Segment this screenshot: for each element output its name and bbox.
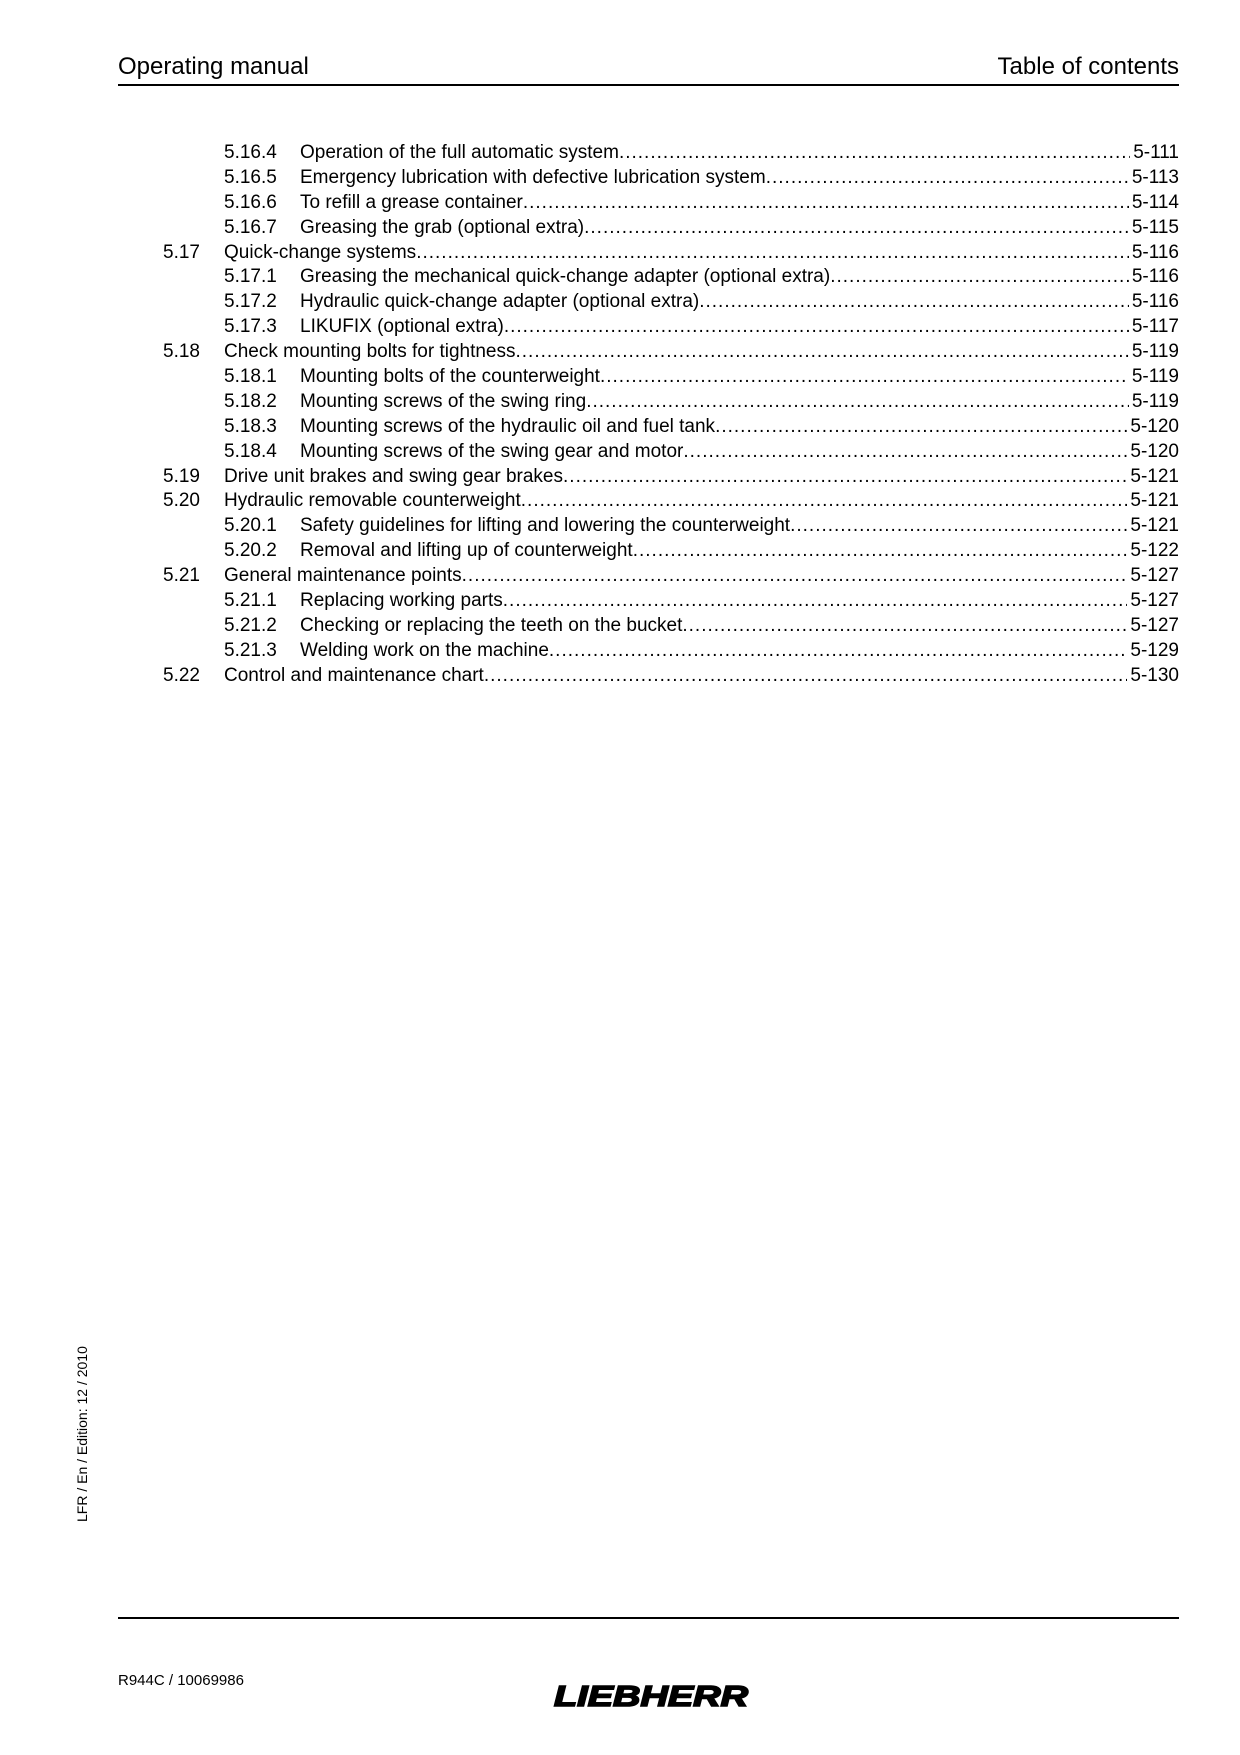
toc-entry-line [300, 141, 1179, 166]
toc-entry-title: LIKUFIX (optional extra) [300, 316, 504, 338]
toc-entry-number: 5.17.1 [224, 266, 277, 288]
toc-entry-title: Mounting screws of the hydraulic oil and fuel tank [300, 415, 716, 437]
toc-entry-title: Welding work on the machine [300, 639, 549, 661]
toc-entry-title: Mounting bolts of the counterweight [300, 366, 600, 388]
toc-entry-page: 5-116 [1131, 241, 1179, 263]
toc-entry[interactable] [163, 365, 1179, 390]
toc-entry-page: 5-127 [1130, 590, 1179, 612]
toc-entry-page: 5-121 [1130, 490, 1179, 512]
toc-entry-page: 5-120 [1130, 440, 1179, 462]
toc-leader-dots [462, 564, 1128, 589]
svg-text:LIEBHERR: LIEBHERR [554, 1682, 749, 1708]
toc-entry-line [300, 390, 1179, 415]
toc-entry-line [300, 539, 1179, 564]
toc-entry-line [300, 166, 1179, 191]
toc-entry[interactable] [163, 191, 1179, 216]
toc-entry-page: 5-121 [1130, 515, 1179, 537]
edition-note: LFR / En / Edition: 12 / 2010 [74, 1346, 90, 1522]
toc-entry[interactable] [163, 514, 1179, 539]
toc-entry-page: 5-111 [1133, 142, 1179, 163]
toc-entry-page: 5-122 [1130, 540, 1179, 562]
toc-entry-line [224, 489, 1179, 514]
toc-entry-line [224, 465, 1179, 490]
toc-entry[interactable] [163, 166, 1179, 191]
header-title: Operating manual [118, 53, 309, 80]
toc-entry-title: Control and maintenance chart [224, 664, 484, 686]
toc-entry-number: 5.18.2 [224, 390, 277, 412]
toc-entry[interactable] [163, 589, 1179, 614]
toc-entry-line [300, 440, 1179, 465]
toc-entry-title: To refill a grease container [300, 191, 523, 213]
toc-entry-title: Mounting screws of the swing ring [300, 390, 587, 412]
toc-entry-page: 5-119 [1131, 390, 1179, 412]
toc-entry-number: 5.16.5 [224, 166, 277, 188]
toc-entry-number: 5.16.6 [224, 191, 277, 213]
toc-entry[interactable] [163, 440, 1179, 465]
toc-entry[interactable] [163, 315, 1179, 340]
toc-entry-number: 5.16.7 [224, 216, 277, 238]
toc-entry-line [224, 340, 1179, 365]
toc-entry-number: 5.21 [163, 565, 200, 587]
toc-leader-dots [503, 589, 1128, 614]
toc-entry[interactable] [163, 564, 1179, 589]
toc-entry-page: 5-114 [1131, 191, 1179, 213]
toc-entry-number: 5.17 [163, 241, 200, 263]
toc-entry-page: 5-116 [1131, 291, 1179, 313]
table-of-contents [163, 141, 1179, 689]
footer-rule [118, 1617, 1179, 1619]
toc-entry-title: Quick-change systems [224, 241, 417, 263]
toc-leader-dots [521, 489, 1128, 514]
toc-entry[interactable] [163, 489, 1179, 514]
toc-entry-page: 5-116 [1131, 266, 1179, 288]
toc-entry-number: 5.20.1 [224, 515, 277, 537]
toc-leader-dots [683, 440, 1127, 465]
header-section: Table of contents [997, 53, 1179, 80]
toc-entry-line [300, 265, 1179, 290]
toc-entry-line [300, 365, 1179, 390]
toc-entry-line [224, 664, 1179, 689]
toc-entry-title: General maintenance points [224, 565, 462, 587]
toc-entry[interactable] [163, 216, 1179, 241]
toc-entry-number: 5.16.4 [224, 142, 277, 163]
toc-entry-line [300, 415, 1179, 440]
toc-entry-number: 5.18.3 [224, 415, 277, 437]
toc-entry-number: 5.18 [163, 341, 200, 363]
toc-entry[interactable] [163, 290, 1179, 315]
toc-entry-line [300, 639, 1179, 664]
toc-entry[interactable] [163, 265, 1179, 290]
toc-entry[interactable] [163, 614, 1179, 639]
toc-leader-dots [416, 241, 1129, 266]
toc-entry[interactable] [163, 141, 1179, 166]
toc-entry-title: Operation of the full automatic system [300, 142, 619, 163]
toc-entry-title: Emergency lubrication with defective lubrication system [300, 166, 766, 188]
toc-entry-number: 5.17.2 [224, 291, 277, 313]
toc-entry-line [300, 290, 1179, 315]
toc-entry-title: Replacing working parts [300, 590, 503, 612]
toc-leader-dots [484, 664, 1128, 689]
toc-leader-dots [516, 340, 1129, 365]
toc-entry-title: Check mounting bolts for tightness [224, 341, 516, 363]
toc-leader-dots [830, 265, 1129, 290]
toc-entry-page: 5-127 [1130, 614, 1179, 636]
toc-leader-dots [790, 514, 1127, 539]
toc-entry-number: 5.21.1 [224, 590, 277, 612]
toc-entry-number: 5.22 [163, 664, 200, 686]
liebherr-logo [553, 1682, 749, 1708]
toc-leader-dots [619, 141, 1130, 166]
toc-leader-dots [766, 166, 1129, 191]
toc-entry-page: 5-121 [1130, 465, 1179, 487]
toc-entry-page: 5-130 [1130, 664, 1179, 686]
toc-entry-title: Greasing the grab (optional extra) [300, 216, 585, 238]
toc-leader-dots [586, 390, 1129, 415]
toc-leader-dots [633, 539, 1128, 564]
toc-entry-line [300, 589, 1179, 614]
toc-entry-number: 5.17.3 [224, 316, 277, 338]
toc-entry-line [300, 614, 1179, 639]
toc-entry-page: 5-119 [1131, 366, 1179, 388]
toc-entry-page: 5-120 [1130, 415, 1179, 437]
toc-leader-dots [682, 614, 1127, 639]
toc-entry-number: 5.19 [163, 465, 200, 487]
toc-entry-number: 5.20 [163, 490, 200, 512]
toc-entry-number: 5.18.4 [224, 440, 277, 462]
toc-entry[interactable] [163, 340, 1179, 365]
toc-leader-dots [600, 365, 1129, 390]
toc-entry-page: 5-119 [1131, 341, 1179, 363]
toc-entry-number: 5.21.3 [224, 639, 277, 661]
toc-entry[interactable] [163, 241, 1179, 266]
toc-entry-number: 5.18.1 [224, 366, 277, 388]
toc-entry-title: Mounting screws of the swing gear and motor [300, 440, 684, 462]
toc-leader-dots [699, 290, 1129, 315]
toc-leader-dots [523, 191, 1129, 216]
toc-entry[interactable] [163, 415, 1179, 440]
toc-entry[interactable] [163, 465, 1179, 490]
toc-leader-dots [584, 216, 1129, 241]
toc-entry[interactable] [163, 539, 1179, 564]
toc-entry[interactable] [163, 639, 1179, 664]
toc-entry-line [300, 315, 1179, 340]
toc-leader-dots [715, 415, 1127, 440]
document-number: R944C / 10069986 [118, 1672, 244, 1689]
toc-entry-page: 5-129 [1130, 639, 1179, 661]
toc-leader-dots [549, 639, 1127, 664]
toc-entry-title: Hydraulic removable counterweight [224, 490, 521, 512]
toc-entry-page: 5-127 [1130, 565, 1179, 587]
page-header [118, 52, 1179, 86]
toc-entry-title: Drive unit brakes and swing gear brakes [224, 465, 564, 487]
toc-entry[interactable] [163, 390, 1179, 415]
toc-entry-title: Safety guidelines for lifting and lowering the counterweight [300, 515, 791, 537]
toc-entry-title: Checking or replacing the teeth on the bucket [300, 614, 683, 636]
toc-entry-page: 5-117 [1131, 316, 1179, 338]
toc-entry-page: 5-115 [1131, 216, 1179, 238]
toc-entry-line [224, 564, 1179, 589]
toc-entry-title: Greasing the mechanical quick-change adapter (optional extra) [300, 266, 831, 288]
toc-entry-number: 5.21.2 [224, 614, 277, 636]
toc-entry-line [300, 216, 1179, 241]
toc-entry-title: Removal and lifting up of counterweight [300, 540, 633, 562]
toc-entry-line [300, 191, 1179, 216]
toc-entry-page: 5-113 [1131, 166, 1179, 188]
toc-entry-number: 5.20.2 [224, 540, 277, 562]
toc-entry-line [300, 514, 1179, 539]
toc-leader-dots [563, 465, 1127, 490]
toc-entry[interactable] [163, 664, 1179, 689]
toc-entry-line [224, 241, 1179, 266]
toc-entry-title: Hydraulic quick-change adapter (optional extra) [300, 291, 700, 313]
toc-leader-dots [504, 315, 1129, 340]
